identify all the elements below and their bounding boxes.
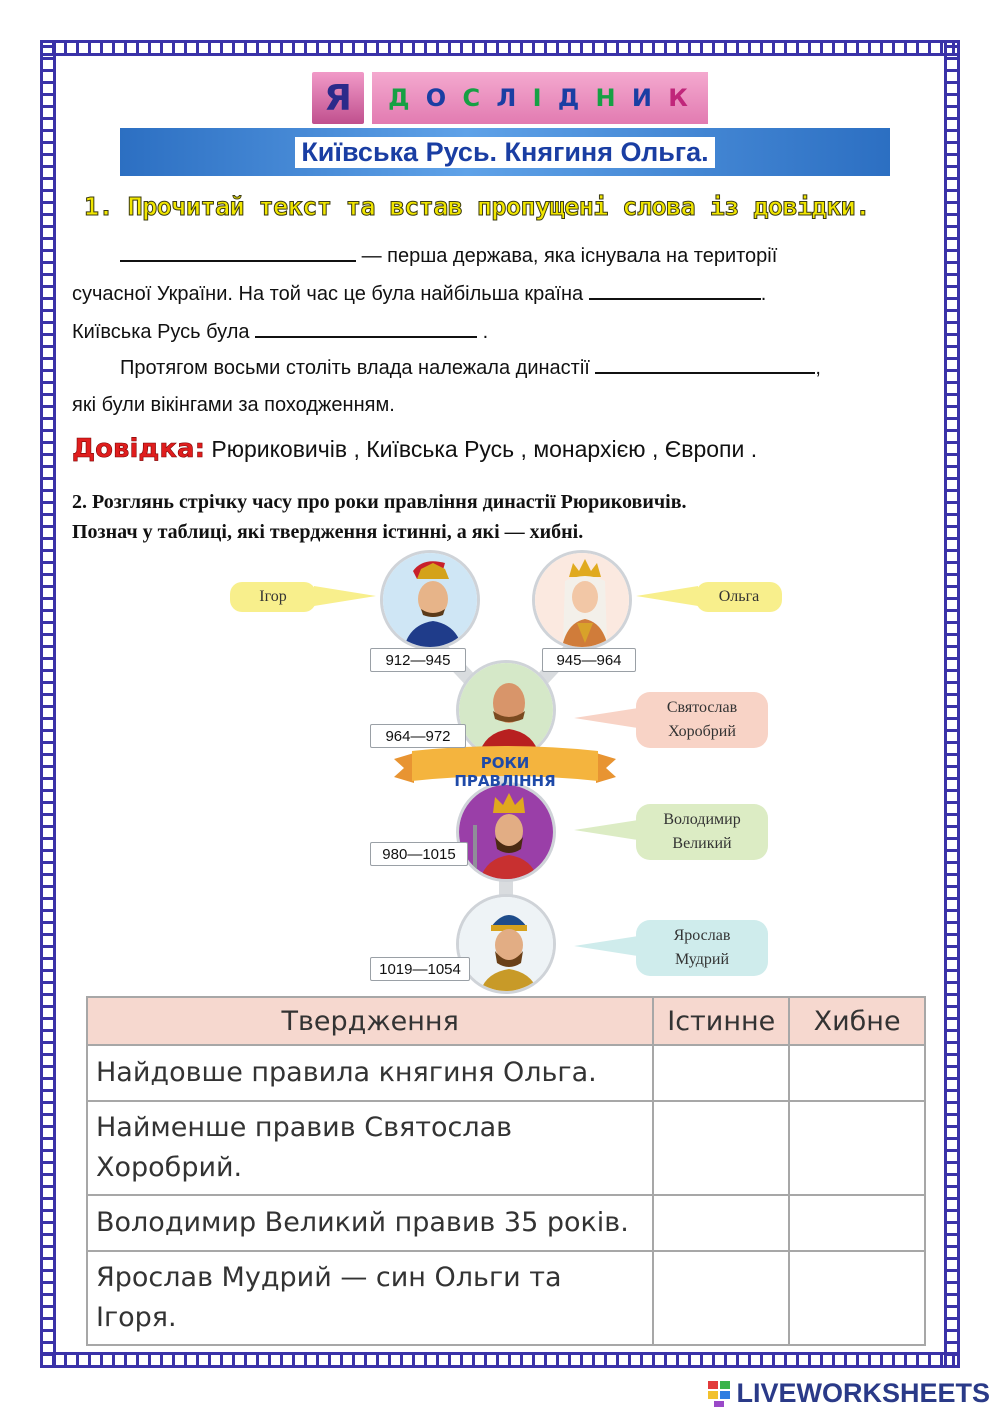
liveworksheets-logo[interactable] (708, 1378, 990, 1409)
bubble-igor-name: Ігор (259, 588, 287, 605)
badge-letter: Я (312, 72, 364, 124)
badge-word-letter: О (425, 84, 451, 112)
header-statement: Твердження (87, 997, 653, 1045)
false-answer-cell[interactable] (789, 1101, 925, 1195)
border-right (944, 40, 960, 1368)
true-answer-cell[interactable] (653, 1045, 789, 1101)
statement-line: Ярослав Мудрий — син Ольги та (96, 1262, 562, 1293)
portrait-yaroslav (456, 894, 556, 994)
liveworksheets-text: LIVEWORKSHEETS (736, 1378, 990, 1408)
true-answer-cell[interactable] (653, 1101, 789, 1195)
statement-cell: Володимир Великий правив 35 років. (87, 1195, 653, 1251)
bubble-volodymyr-line2: Великий (672, 835, 732, 852)
badge-word-letter: Д (388, 84, 414, 112)
task1-line4 (120, 356, 821, 380)
pointer-volodymyr (574, 820, 638, 840)
task1-line4-text: Протягом восьми століть влада належала династії (120, 357, 590, 379)
false-answer-cell[interactable] (789, 1195, 925, 1251)
statement-line: Найменше правив Святослав (96, 1112, 513, 1143)
badge-word (372, 72, 708, 124)
liveworksheets-icon (708, 1381, 732, 1407)
border-left (40, 40, 56, 1368)
bubble-sviatoslav-line2: Хоробрий (668, 723, 736, 740)
task1-line2-end: . (760, 283, 767, 305)
task2-line1: 2. Розглянь стрічку часу про роки правління династії Рюриковичів. (72, 491, 687, 513)
years-yaroslav: 1019—1054 (370, 957, 470, 981)
false-answer-cell[interactable] (789, 1045, 925, 1101)
table-header-row (87, 997, 925, 1045)
task1-line1 (120, 244, 777, 268)
years-sviatoslav: 964—972 (370, 724, 466, 748)
bubble-igor (230, 582, 316, 612)
bubble-yaroslav-line1: Ярослав (673, 927, 731, 944)
task1-line4-end: , (815, 357, 821, 379)
page-title-bar (120, 128, 890, 176)
border-bottom (40, 1352, 960, 1368)
bubble-olga (696, 582, 782, 612)
true-answer-cell[interactable] (653, 1251, 789, 1345)
badge-word-letter: К (668, 84, 692, 112)
task2-line2: Познач у таблиці, які твердження істинні, а які — хибні. (72, 521, 584, 543)
answer-blank-2[interactable] (589, 282, 761, 300)
hint-label: Довідка: (72, 434, 205, 464)
pointer-yaroslav (574, 936, 638, 956)
task1-line2 (72, 282, 766, 306)
statement-cell (87, 1251, 653, 1345)
badge-word-letter: Н (595, 84, 620, 112)
header-true: Істинне (653, 997, 789, 1045)
border-top (40, 40, 960, 56)
badge-word-letter: С (462, 84, 485, 112)
portrait-olga (532, 550, 632, 650)
task1-line5: які були вікінгами за походженням. (72, 394, 395, 416)
task1-line1-text: — перша держава, яка існувала на території (361, 245, 778, 267)
bubble-sviatoslav-line1: Святослав (666, 699, 738, 716)
task1-line2-text: сучасної України. На той час це була найбільша країна (72, 283, 584, 305)
hint-row (72, 434, 757, 464)
years-olga: 945—964 (542, 648, 636, 672)
answer-blank-3[interactable] (255, 320, 477, 338)
bubble-olga-name: Ольга (718, 588, 760, 605)
true-answer-cell[interactable] (653, 1195, 789, 1251)
task1-line3-end: . (482, 321, 489, 343)
years-igor: 912—945 (370, 648, 466, 672)
page-title: Київська Русь. Княгиня Ольга. (295, 137, 714, 168)
bubble-sviatoslav (636, 692, 768, 748)
task1-line3 (72, 320, 488, 344)
pointer-olga (636, 586, 698, 606)
statements-table (86, 996, 926, 1346)
task1-line3-text: Київська Русь була (72, 321, 250, 343)
task1-heading: 1. Прочитай текст та встав пропущені слова із довідки. (84, 192, 870, 221)
header-false: Хибне (789, 997, 925, 1045)
ribbon-text: РОКИ ПРАВЛІННЯ (454, 754, 556, 790)
reign-timeline (226, 548, 786, 998)
badge-word-letter: Л (496, 84, 521, 112)
bubble-volodymyr (636, 804, 768, 860)
bubble-yaroslav (636, 920, 768, 976)
task2-instructions (72, 487, 687, 547)
researcher-badge (312, 72, 708, 124)
hint-words: Рюриковичів , Київська Русь , монархією , Європи . (211, 436, 758, 462)
table-row (87, 1195, 925, 1251)
bubble-volodymyr-line1: Володимир (663, 811, 741, 828)
answer-blank-1[interactable] (120, 244, 356, 262)
pointer-sviatoslav (574, 708, 638, 728)
statement-line: Хоробрий. (96, 1152, 243, 1183)
badge-word-letter: Д (557, 84, 584, 112)
pointer-igor (314, 586, 376, 606)
false-answer-cell[interactable] (789, 1251, 925, 1345)
table-row (87, 1045, 925, 1101)
table-row (87, 1101, 925, 1195)
table-row (87, 1251, 925, 1345)
badge-word-letter: І (532, 84, 546, 112)
portrait-volodymyr (456, 782, 556, 882)
statement-cell: Найдовше правила княгиня Ольга. (87, 1045, 653, 1101)
badge-word-letter: И (631, 84, 656, 112)
bubble-yaroslav-line2: Мудрий (674, 951, 730, 968)
statement-cell (87, 1101, 653, 1195)
years-volodymyr: 980—1015 (370, 842, 468, 866)
statement-line: Ігоря. (96, 1302, 177, 1333)
portrait-igor (380, 550, 480, 650)
answer-blank-4[interactable] (595, 356, 815, 374)
